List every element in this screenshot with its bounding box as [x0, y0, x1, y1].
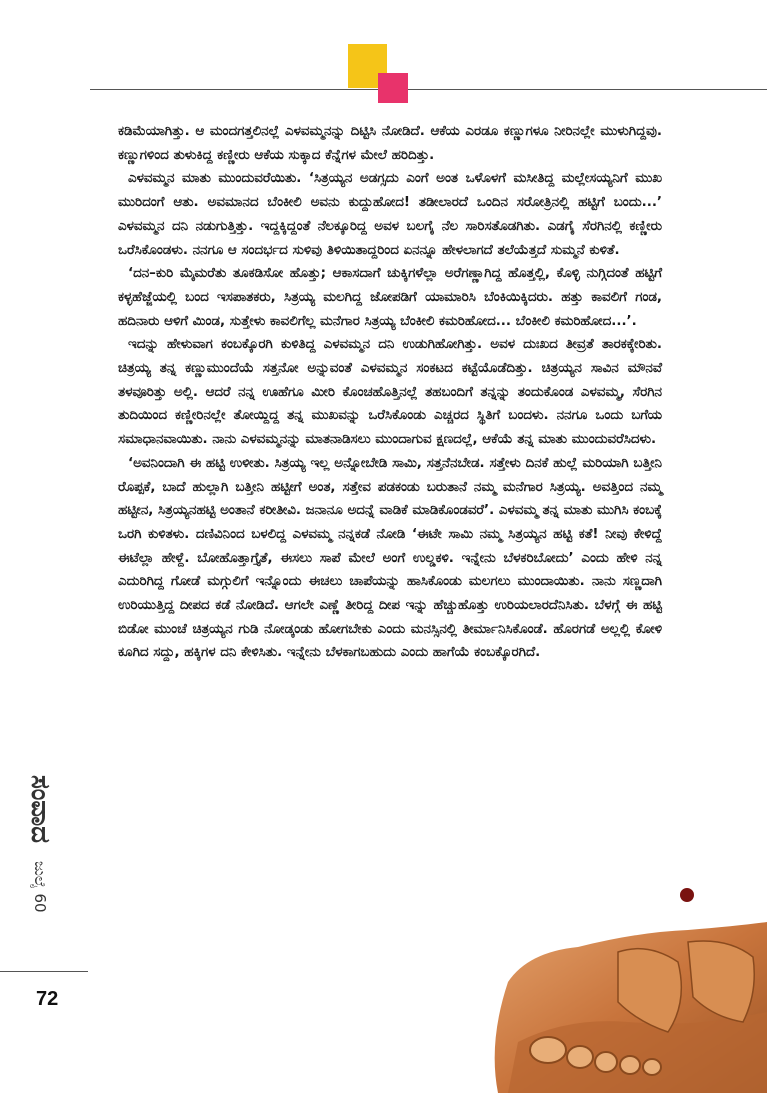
- page-number: 72: [36, 988, 59, 1010]
- footer-rule: [0, 971, 88, 972]
- margin-spine: [18, 775, 62, 955]
- article-body: [118, 120, 662, 665]
- ornament-dot: [680, 888, 694, 902]
- paragraph-4: ಇದನ್ನು ಹೇಳುವಾಗ ಕಂಬಕ್ಕೊರಗಿ ಕುಳಿತಿದ್ದ ಎಳವಮ್ಮನ ದನಿ ಉಡುಗಿಹೋಗಿತ್ತು. ಅವಳ ದುಃಖದ ತೀವ್ರತೆ ತಾರಕಕ್ಕೇರಿತು. ಚಿತ್ರಯ್ಯ ತನ್ನ ಕಣ್ಣುಮುಂದೆಯೆ ಸತ್ತನೋ ಅನ್ನುವಂತೆ ಎಳವಮ್ಮನ ಸಂಕಟದ ಕಟ್ಟೆಯೊಡೆದಿತ್ತು. ಚಿತ್ರಯ್ಯನ ಸಾವಿನ ಮೌನವೆ ತಳವೂರಿತ್ತು ಅಲ್ಲಿ. ಆದರೆ ನನ್ನ ಊಹೆಗೂ ಮೀರಿ ಕೊಂಚಹೊತ್ತಿನಲ್ಲೆ ತಹಬಂದಿಗೆ ತನ್ನನ್ನು ತಂದುಕೊಂಡ ಎಳವಮ್ಮ, ಸೆರಗಿನ ತುದಿಯಿಂದ ಕಣ್ಣೀರಿನಲ್ಲೇ ತೋಯ್ದಿದ್ದ ತನ್ನ ಮುಖವನ್ನು ಒರೆಸಿಕೊಂಡು ಎಚ್ಚರದ ಸ್ಥಿತಿಗೆ ಬಂದಳು. ನನಗೂ ಒಂದು ಬಗೆಯ ಸಮಾಧಾನವಾಯಿತು. ನಾನು ಎಳವಮ್ಮನನ್ನು ಮಾತನಾಡಿಸಲು ಮುಂದಾಗುವ ಕ್ಷಣದಲ್ಲೆ, ಆಕೆಯೆ ತನ್ನ ಮಾತು ಮುಂದುವರೆಸಿದಳು.: [118, 337, 662, 448]
- pink-square-ornament: [378, 73, 408, 103]
- paragraph-1: ಕಡಿಮೆಯಾಗಿತ್ತು. ಆ ಮಂದಗತ್ತಲಿನಲ್ಲೆ ಎಳವಮ್ಮನನ್ನು ದಿಟ್ಟಿಸಿ ನೋಡಿದೆ. ಆಕೆಯ ಎರಡೂ ಕಣ್ಣುಗಳೂ ನೀರಿನಲ್ಲೇ ಮುಳುಗಿದ್ದವು. ಕಣ್ಣುಗಳಿಂದ ತುಳುಕಿದ್ದ ಕಣ್ಣೀರು ಆಕೆಯ ಸುಕ್ಕಾದ ಕೆನ್ನೆಗಳ ಮೇಲೆ ಹರಿದಿತ್ತು.: [118, 124, 662, 163]
- paragraph-5: ‘ಅವನಿಂದಾಗಿ ಈ ಹಟ್ಟಿ ಉಳೀತು. ಸಿತ್ರಯ್ಯ ಇಲ್ಲ ಅನ್ನೋಬೇಡಿ ಸಾಮಿ, ಸತ್ತನೆನಬೇಡ. ಸತ್ತೇಳು ದಿನಕೆ ಹುಲ್ಲೆ ಮರಿಯಾಗಿ ಬತ್ತೀನಿ ರೊಪ್ಪಕೆ, ಬಾದೆ ಹುಲ್ಲಾಗಿ ಬತ್ತೀನಿ ಹಟ್ಟೀಗೆ ಅಂತ, ಸತ್ತೇವ ಪಡಕಂಡು ಬರುತಾನೆ ನಮ್ಮ ಮನೆಗಾರ ಸಿತ್ರಯ್ಯ. ಅವತ್ತಿಂದ ನಮ್ಮ ಹಟ್ಟೀನ, ಸಿತ್ರಯ್ಯನಹಟ್ಟಿ ಅಂತಾನೆ ಕರೀತೀವಿ. ಜನಾನೂ ಅದನ್ನೆ ವಾಡಿಕೆ ಮಾಡಿಕೊಂಡವರೆ’. ಎಳವಮ್ಮ ತನ್ನ ಮಾತು ಮುಗಿಸಿ ಕಂಬಕ್ಕೆ ಒರಗಿ ಕುಳಿತಳು. ದಣಿವಿನಿಂದ ಬಳಲಿದ್ದ ಎಳವಮ್ಮ ನನ್ನಕಡೆ ನೋಡಿ ‘ಈಟೇ ಸಾಮಿ ನಮ್ಮ ಸಿತ್ರಯ್ಯನ ಹಟ್ಟಿ ಕತೆ! ನೀವು ಕೇಳಿದ್ದೆ ಈಟೆಲ್ಲಾ ಹೇಳ್ದೆ. ಬೋಹೊತ್ತಾಗ್ತೈತೆ, ಈಸಲು ಸಾಪೆ ಮೇಲೆ ಅಂಗೆ ಉಲ್ಡಕಳಿ. ಇನ್ನೇನು ಬೆಳಕರಿಬೋದು’ ಎಂದು ಹೇಳಿ ನನ್ನ ಎದುರಿಗಿದ್ದ ಗೋಡೆ ಮಗ್ಗುಲಿಗೆ ಇನ್ನೊಂದು ಈಚಲು ಚಾಪೆಯನ್ನು ಹಾಸಿಕೊಂಡು ಮಲಗಲು ಮುಂದಾಯಿತು. ನಾನು ಸಣ್ಣದಾಗಿ ಉರಿಯುತ್ತಿದ್ದ ದೀಪದ ಕಡೆ ನೋಡಿದೆ. ಆಗಲೇ ಎಣ್ಣೆ ತೀರಿದ್ದ ದೀಪ ಇನ್ನು ಹೆಚ್ಚುಹೊತ್ತು ಉರಿಯಲಾರದೆನಿಸಿತು. ಬೆಳಗ್ಗೆ ಈ ಹಟ್ಟಿ ಬಿಡೋ ಮುಂಚೆ ಚಿತ್ರಯ್ಯನ ಗುಡಿ ನೋಡ್ಕಂಡು ಹೋಗಬೇಕು ಎಂದು ಮನಸ್ಸಿನಲ್ಲಿ ತೀರ್ಮಾನಿಸಿಕೊಂಡೆ. ಹೊರಗಡೆ ಅಲ್ಲಲ್ಲಿ ಕೋಳಿ ಕೂಗಿದ ಸದ್ದು, ಹಕ್ಕಿಗಳ ದನಿ ಕೇಳಿಸಿತು. ಇನ್ನೇನು ಬೆಳಕಾಗಬಹುದು ಎಂದು ಹಾಗೆಯೆ ಕಂಬಕ್ಕೊರಗಿದೆ.: [118, 455, 662, 661]
- header-rule: [90, 89, 767, 90]
- paragraph-2: ಎಳವಮ್ಮನ ಮಾತು ಮುಂದುವರೆಯಿತು. ‘ಸಿತ್ರಯ್ಯನ ಅಡಗ್ಸದು ಎಂಗೆ ಅಂತ ಒಳೊಳಗೆ ಮಸೀತಿದ್ದ ಮಲ್ಲೇಸಯ್ಯನಿಗೆ ಮುಖ ಮುರಿದಂಗೆ ಆತು. ಅವಮಾನದ ಬೆಂಕೀಲಿ ಅವನು ಕುದ್ದುಹೋದ! ತಡೀಲಾರದೆ ಒಂದಿನ ಸರೋತ್ರಿನಲ್ಲಿ ಹಟ್ಟಿಗೆ ಬಂದು...’ ಎಳವಮ್ಮನ ದನಿ ನಡುಗುತ್ತಿತ್ತು. ಇದ್ದಕ್ಕಿದ್ದಂತೆ ನೆಲಕ್ಕೂರಿದ್ದ ಅವಳ ಬಲಗೈ ನೆಲ ಸಾರಿಸತೊಡಗಿತು. ಎಡಗೈ ಸೆರಗಿನಲ್ಲಿ ಕಣ್ಣೀರು ಒರೆಸಿಕೊಂಡಳು. ನನಗೂ ಆ ಸಂದರ್ಭದ ಸುಳಿವು ತಿಳಿಯಿತಾದ್ದರಿಂದ ಏನನ್ನೂ ಹೇಳಲಾಗದೆ ತಲೆಯೆತ್ತದೆ ಸುಮ್ಮನೆ ಕುಳಿತೆ.: [118, 171, 662, 258]
- carved-feet-sculpture-image: [488, 922, 767, 1093]
- issue-label: ಜುಲೈ 60: [31, 861, 49, 913]
- paragraph-3: ‘ದನ–ಕುರಿ ಮೈಮರೆತು ತೂಕಡಿಸೋ ಹೊತ್ತು; ಆಕಾಸದಾಗೆ ಚುಕ್ಕಿಗಳೆಲ್ಲಾ ಅರೆಗಣ್ಣಾಗಿದ್ದ ಹೊತ್ತಲ್ಲಿ, ಕೊಳ್ಳಿ ನುಗ್ಗಿದಂತೆ ಹಟ್ಟಿಗೆ ಕಳ್ಳಹೆಜ್ಜೆಯಲ್ಲಿ ಬಂದ ಇಸಪಾತಕರು, ಸಿತ್ರಯ್ಯ ಮಲಗಿದ್ದ ಜೋಪಡಿಗೆ ಯಾಮಾರಿಸಿ ಬೆಂಕಿಯಿಕ್ಕಿದರು. ಹತ್ತು ಕಾವಲಿಗೆ ಗಂಡ, ಹದಿನಾರು ಆಳಿಗೆ ಮಿಂಡ, ಸುತ್ತೇಳು ಕಾವಲಿಗೆಲ್ಲ ಮನೆಗಾರ ಸಿತ್ರಯ್ಯ ಬೆಂಕೀಲಿ ಕಮರಿಹೋದ... ಬೆಂಕೀಲಿ ಕಮರಿಹೋದ...’.: [118, 266, 662, 329]
- magazine-name: ಸಂವಾದ: [25, 775, 56, 843]
